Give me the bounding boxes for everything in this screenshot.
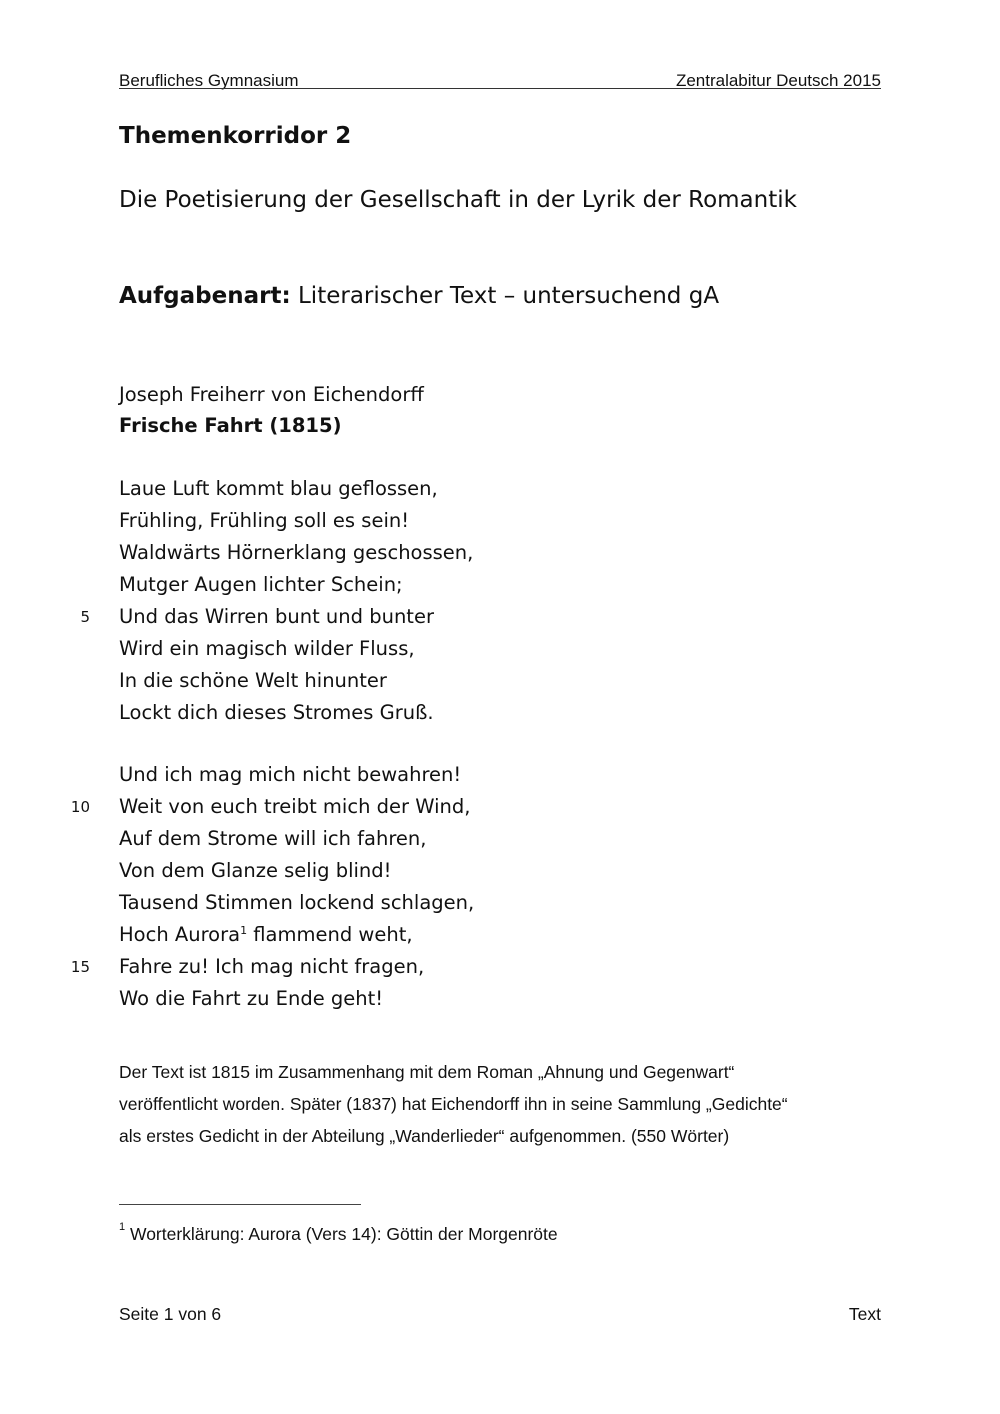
footer-section: Text xyxy=(848,1304,881,1324)
page-number: Seite 1 von 6 xyxy=(119,1304,222,1324)
poem-line: In die schöne Welt hinunter xyxy=(119,669,387,692)
poem-line: Auf dem Strome will ich fahren, xyxy=(119,827,427,850)
poem-line xyxy=(119,919,413,951)
source-note-line: Der Text ist 1815 im Zusammenhang mit dem Roman „Ahnung und Gegenwart“ xyxy=(119,1062,735,1082)
poem-line: Wo die Fahrt zu Ende geht! xyxy=(119,987,384,1010)
poem-line: Lockt dich dieses Stromes Gruß. xyxy=(119,701,434,724)
header-rule xyxy=(119,88,881,89)
poem-line: Von dem Glanze selig blind! xyxy=(119,859,392,882)
poem-line-text: Hoch Aurora xyxy=(119,923,241,946)
poem-author: Joseph Freiherr von Eichendorff xyxy=(119,383,424,406)
line-number: 10 xyxy=(70,798,90,816)
poem-line: Fahre zu! Ich mag nicht fragen, xyxy=(119,955,425,978)
poem-line: Laue Luft kommt blau geflossen, xyxy=(119,477,438,500)
header-school: Berufliches Gymnasium xyxy=(119,71,299,90)
poem-line: Wird ein magisch wilder Fluss, xyxy=(119,637,415,660)
poem-line: Weit von euch treibt mich der Wind, xyxy=(119,795,471,818)
source-note-line: als erstes Gedicht in der Abteilung „Wanderlieder“ aufgenommen. (550 Wörter) xyxy=(119,1126,730,1146)
poem-line-text: flammend weht, xyxy=(247,923,413,946)
footnote-reference: 1 xyxy=(240,924,248,937)
poem-title: Frische Fahrt (1815) xyxy=(119,414,342,437)
footnote-separator xyxy=(119,1204,361,1205)
line-number: 15 xyxy=(70,958,90,976)
poem-line: Waldwärts Hörnerklang geschossen, xyxy=(119,541,474,564)
poem-line: Und ich mag mich nicht bewahren! xyxy=(119,763,462,786)
poem-line: Mutger Augen lichter Schein; xyxy=(119,573,403,596)
task-label: Aufgabenart: xyxy=(119,283,291,309)
line-number: 5 xyxy=(80,608,90,626)
task-value: Literarischer Text – untersuchend gA xyxy=(297,283,720,309)
footnote-text: Worterklärung: Aurora (Vers 14): Göttin der Morgenröte xyxy=(125,1224,558,1244)
header-exam: Zentralabitur Deutsch 2015 xyxy=(675,71,881,90)
footnote xyxy=(119,1221,558,1245)
source-note-line: veröffentlicht worden. Später (1837) hat Eichendorff ihn in seine Sammlung „Gedichte“ xyxy=(119,1094,788,1114)
page-title: Themenkorridor 2 xyxy=(119,123,352,149)
poem-line: Und das Wirren bunt und bunter xyxy=(119,605,434,628)
footnote-mark: 1 xyxy=(119,1221,126,1233)
poem-line: Tausend Stimmen lockend schlagen, xyxy=(119,891,475,914)
poem-line: Frühling, Frühling soll es sein! xyxy=(119,509,410,532)
subtitle: Die Poetisierung der Gesellschaft in der Lyrik der Romantik xyxy=(119,187,797,213)
task-type xyxy=(119,283,719,309)
